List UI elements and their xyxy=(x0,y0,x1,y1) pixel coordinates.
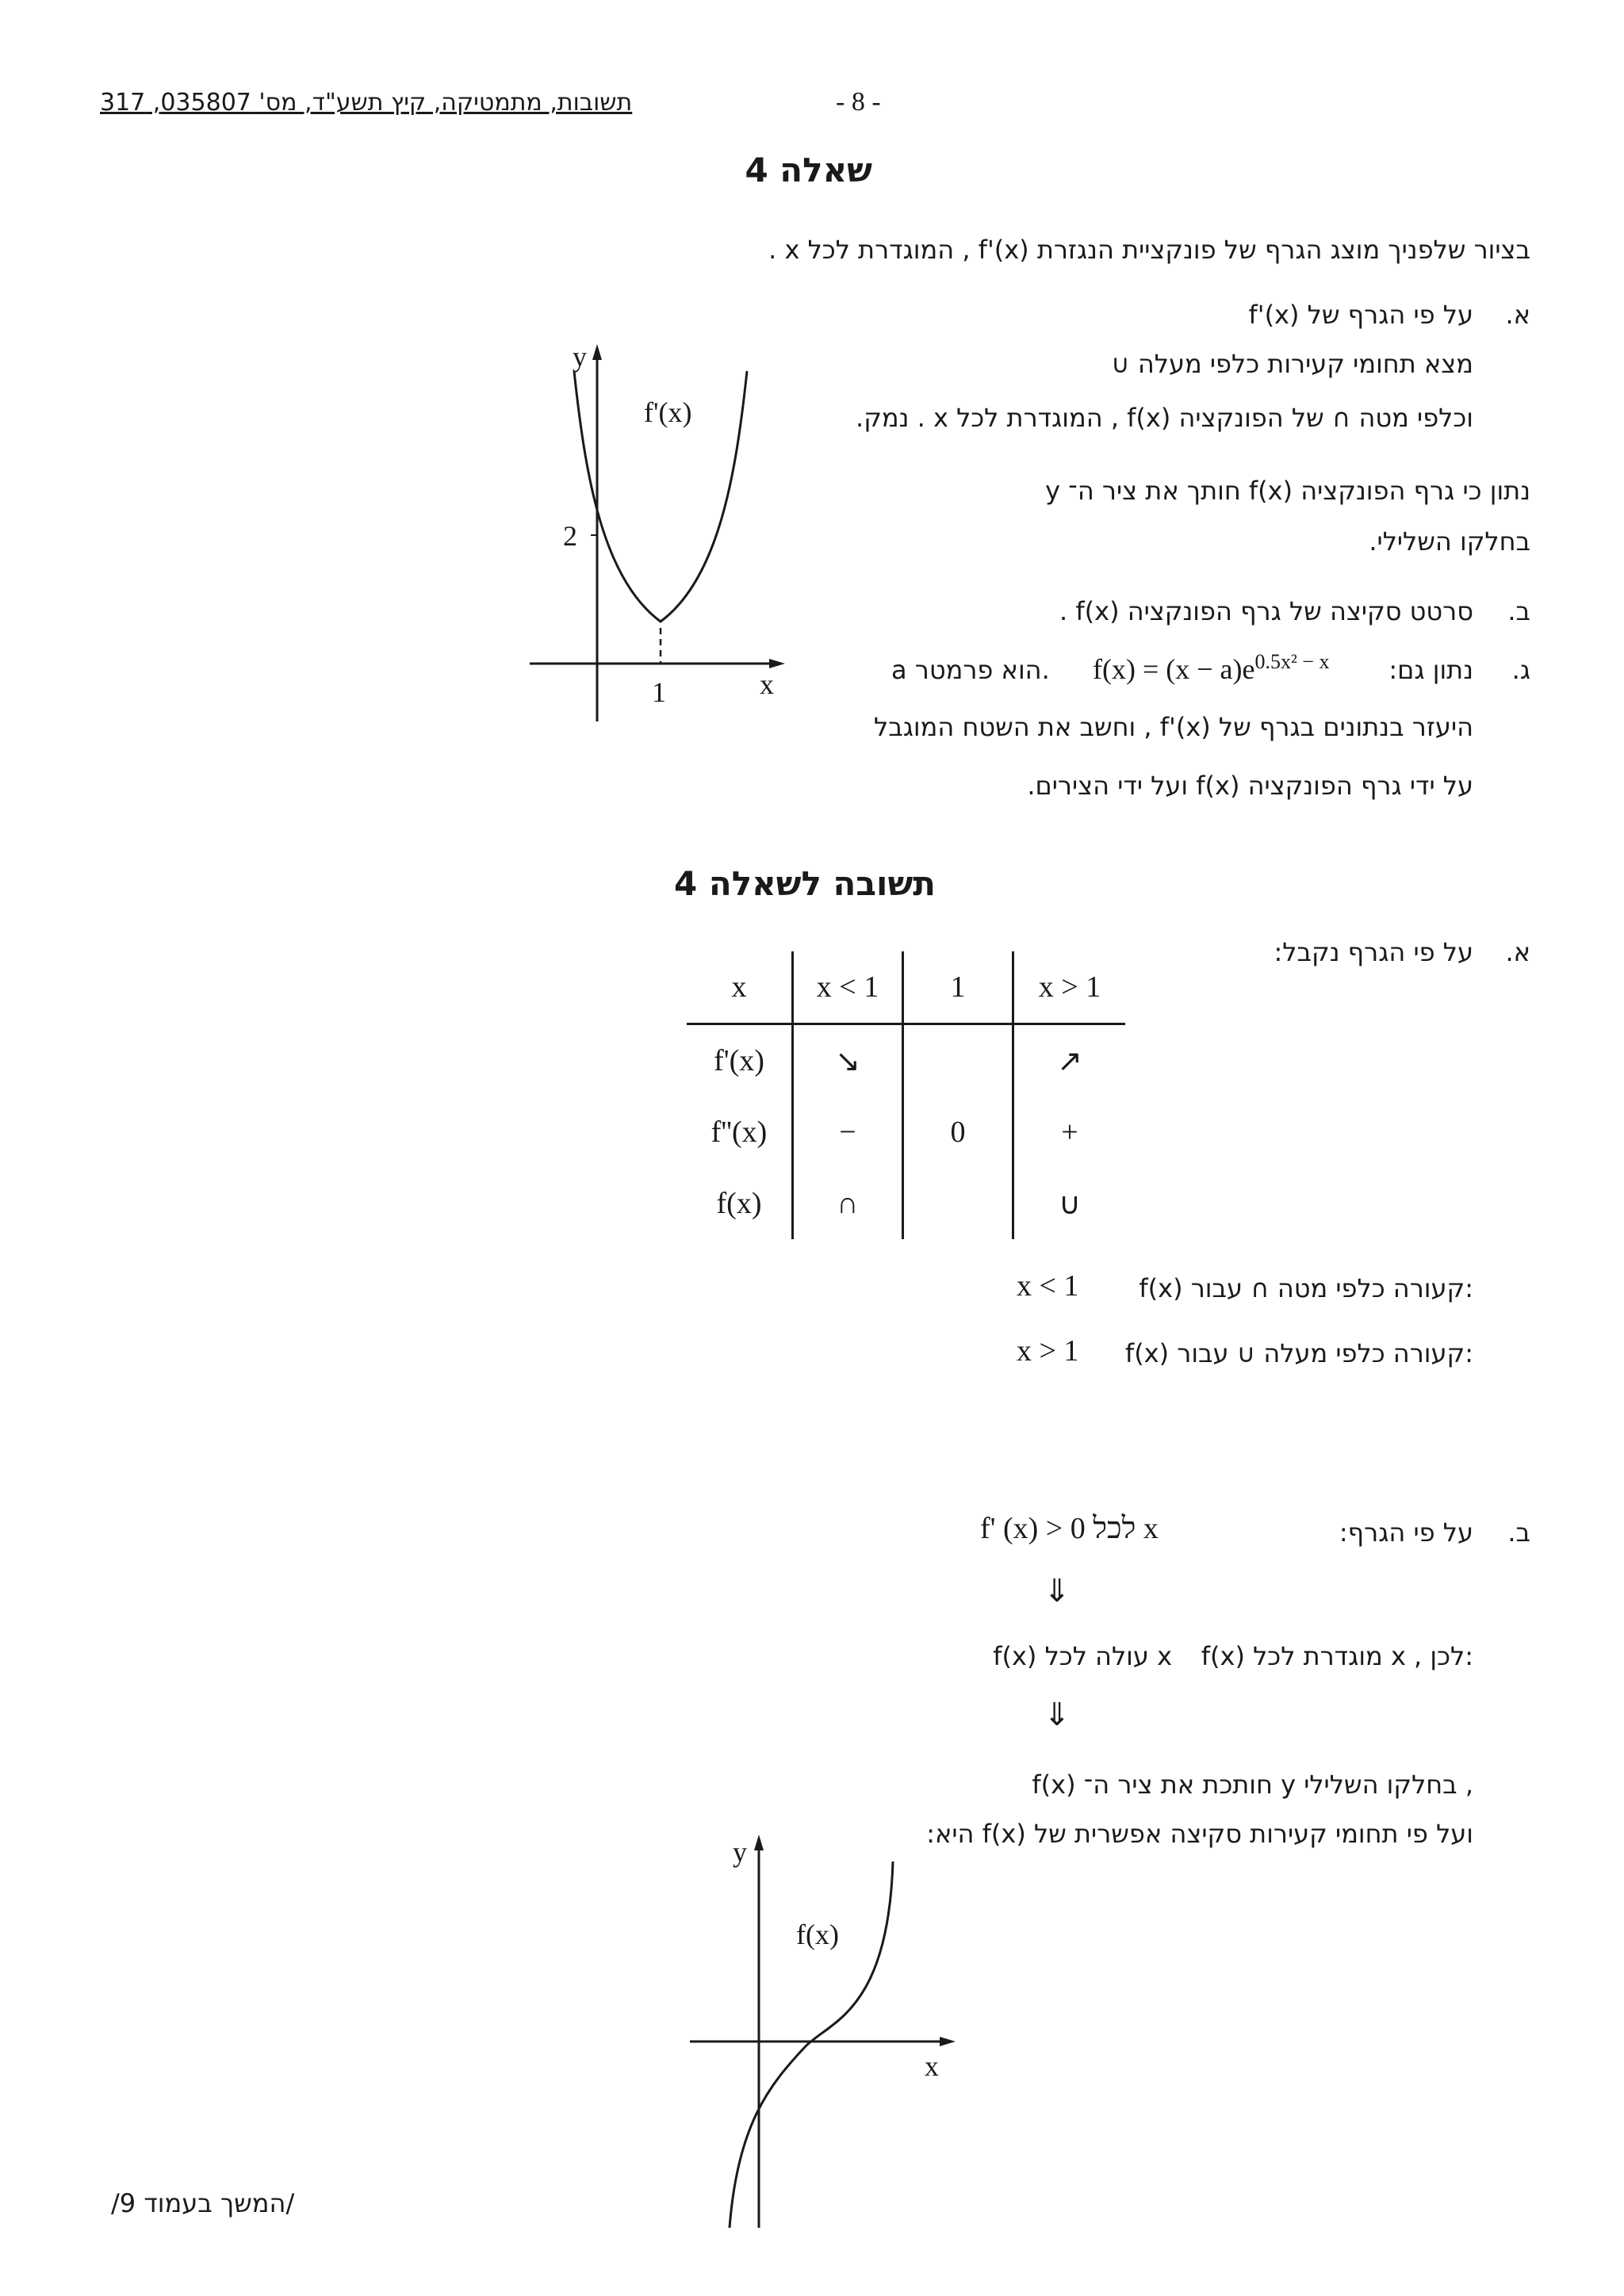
answer-b-step3-line1: f(x) חותכת את ציר ה־ y בחלקו השלילי , xyxy=(1032,1770,1473,1800)
formula-main: f(x) = (x − a)e xyxy=(1093,653,1255,685)
table-cell: f''(x) xyxy=(710,1115,768,1149)
graph1-curve-label: f'(x) xyxy=(644,396,692,428)
part-a-line1: על פי הגרף של f'(x) xyxy=(1248,300,1473,330)
table-header-row xyxy=(687,951,1125,1024)
graph2-curve-label: f(x) xyxy=(796,1919,839,1950)
implies-arrow-2: ⇓ xyxy=(1044,1697,1071,1733)
table-row xyxy=(687,1024,1125,1097)
table-cell: ∪ xyxy=(1013,1168,1126,1239)
table-header-cell: 1 xyxy=(903,951,1013,1024)
part-c-param-text: a הוא פרמטר. xyxy=(891,655,1050,685)
graph1-y-label: y xyxy=(573,341,587,373)
conclusion-concave-up-range: x > 1 xyxy=(1017,1334,1079,1368)
table-row xyxy=(687,1096,1125,1168)
question-intro: בציור שלפניך מוצג הגרף של פונקציית הנגזרת f'(x) , המוגדרת לכל x . xyxy=(768,235,1530,265)
answer-b-step3-line2: ועל פי תחומי קעירות סקיצה אפשרית של f(x) היא: xyxy=(926,1819,1473,1849)
table-cell: ↗ xyxy=(1013,1024,1126,1097)
answer-a-letter: א. xyxy=(1505,937,1530,967)
table-cell: + xyxy=(1013,1096,1126,1168)
graph2-x-label: x xyxy=(925,2050,939,2082)
question-title: שאלה 4 xyxy=(745,151,872,189)
table-cell: ∩ xyxy=(793,1168,903,1239)
graph1-y-arrow xyxy=(592,344,602,360)
answer-b-letter: ב. xyxy=(1507,1517,1530,1548)
part-c-line2: היעזר בנתונים בגרף של f'(x) , וחשב את השטח המוגבל xyxy=(874,712,1473,742)
part-c-given: נתון גם: xyxy=(1388,655,1473,685)
table-row xyxy=(687,1168,1125,1239)
header-document-title: תשובות, מתמטיקה, קיץ תשע"ד, מס' 035807, 317 xyxy=(100,89,633,117)
derivative-graph xyxy=(508,333,825,737)
answer-a-intro: על פי הגרף נקבל: xyxy=(1274,937,1473,967)
table-cell: 0 xyxy=(903,1096,1013,1168)
answer-b-step2-right: f(x) עולה לכל x xyxy=(993,1641,1172,1671)
sign-table xyxy=(687,951,1125,1239)
part-b-letter: ב. xyxy=(1507,596,1530,626)
part-c-formula xyxy=(1093,650,1329,686)
table-header-cell: x xyxy=(731,970,747,1004)
table-header-cell: x > 1 xyxy=(1013,951,1126,1024)
part-c-letter: ג. xyxy=(1511,655,1530,685)
graph1-x-label: x xyxy=(760,668,774,700)
given-line1: נתון כי גרף הפונקציה f(x) חותך את ציר ה־ y xyxy=(1045,476,1530,506)
graph1-y-tick-label: 2 xyxy=(563,520,577,552)
graph2-curve xyxy=(730,1862,893,2228)
part-a-letter: א. xyxy=(1505,300,1530,330)
part-a-line2: מצא תחומי קעירות כלפי מעלה ∪ xyxy=(1111,349,1473,379)
table-cell: f(x) xyxy=(716,1187,762,1220)
graph1-x-arrow xyxy=(769,659,785,668)
part-a-line3: וכלפי מטה ∩ של הפונקציה f(x) , המוגדרת לכל x . נמק. xyxy=(856,403,1473,433)
graph2-x-arrow xyxy=(940,2037,956,2046)
part-c-param xyxy=(891,655,1050,685)
table-cell: − xyxy=(793,1096,903,1168)
table-cell xyxy=(903,1024,1013,1097)
answer-b-step2-left: f(x) מוגדרת לכל x , לכן: xyxy=(1201,1641,1473,1671)
given-line2: בחלקו השלילי. xyxy=(1369,526,1530,557)
part-c-line3: על ידי גרף הפונקציה f(x) ועל ידי הצירים. xyxy=(1027,771,1473,801)
table-cell: f'(x) xyxy=(687,1024,793,1097)
answer-b-intro: על פי הגרף: xyxy=(1339,1517,1473,1548)
conclusion-concave-down: f(x) קעורה כלפי מטה ∩ עבור: xyxy=(1139,1273,1473,1303)
table-header-cell: x < 1 xyxy=(793,951,903,1024)
table-cell xyxy=(903,1168,1013,1239)
page-number: - 8 - xyxy=(836,87,881,117)
graph2-y-arrow xyxy=(754,1835,764,1850)
formula-exponent: 0.5x² − x xyxy=(1254,650,1330,673)
footer-continued: /המשך בעמוד 9/ xyxy=(111,2188,295,2218)
graph2-y-label: y xyxy=(733,1836,747,1868)
answer-title: תשובה לשאלה 4 xyxy=(673,864,936,903)
conclusion-concave-up: f(x) קעורה כלפי מעלה ∪ עבור: xyxy=(1124,1338,1473,1368)
conclusion-concave-down-range: x < 1 xyxy=(1017,1269,1079,1303)
implies-arrow-1: ⇓ xyxy=(1044,1573,1071,1609)
function-sketch-graph xyxy=(682,1823,967,2236)
graph1-x-tick-label: 1 xyxy=(652,676,666,708)
part-b-text: סרטט סקיצה של גרף הפונקציה f(x) . xyxy=(1059,596,1473,626)
answer-b-step1: f' (x) > 0 לכל x xyxy=(980,1512,1159,1545)
table-cell: ↘ xyxy=(793,1024,903,1097)
